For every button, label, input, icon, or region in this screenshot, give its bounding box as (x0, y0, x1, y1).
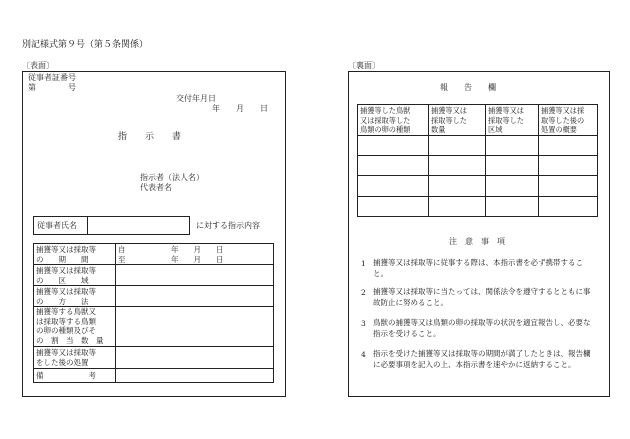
row-divider (33, 346, 274, 347)
note-number: 4 (361, 350, 366, 359)
representative-label: 代表者名 (140, 183, 172, 192)
note-text: 捕獲等又は採取等に従事する際は、本指示書を必ず携帯すること。 (373, 258, 583, 278)
row-divider (33, 285, 274, 286)
worker-name-label: 従事者氏名 (37, 221, 77, 230)
note-number: 1 (361, 259, 366, 268)
col-divider (538, 104, 539, 217)
post-capture-label: 捕獲等又は採取等 をした後の処置 (36, 348, 96, 367)
row-divider (357, 135, 598, 136)
report-col-species: 捕獲等した鳥獣 又は採取等した 鳥類の卵の種類 (360, 106, 411, 134)
back-side-label: 〔裏面〕 (348, 61, 380, 70)
period-from-date: 年 月 日 (171, 245, 224, 254)
period-label: 捕獲等又は採取等 の 期 間 (36, 245, 96, 264)
document-title: 指 示 書 (118, 132, 182, 142)
number-field-label: 第 号 (28, 83, 76, 92)
report-col-quantity: 捕獲等又は 採取等した 数量 (431, 106, 467, 134)
issue-date-label: 交付年月日 (176, 94, 216, 103)
note-text: 捕獲等又は採取等に当たっては、関係法令を遵守するとともに事故防止に努めること。 (373, 287, 591, 307)
period-to-prefix: 至 (118, 255, 126, 264)
row-divider (33, 368, 274, 369)
remarks-label: 備 考 (36, 371, 96, 380)
row-divider (357, 155, 598, 156)
note-text: 鳥獣の捕獲等又は鳥類の卵の採取等の状況を適宜報告し、必要な指示を受けること。 (373, 318, 591, 338)
report-col-treatment: 捕獲等又は採 取等した後の 処置の概要 (541, 106, 585, 134)
divider (87, 216, 88, 235)
species-quota-label: 捕獲等する鳥獣又 は採取等する鳥類 の卵の種類及びそ の 割 当 数 量 (36, 307, 104, 345)
notes-title: 注 意 事 項 (449, 237, 505, 246)
col-divider (428, 104, 429, 217)
area-label: 捕獲等又は採取等 の 区 域 (36, 266, 96, 285)
report-col-area: 捕獲等又は 採取等した 区域 (488, 106, 524, 134)
note-number: 2 (361, 288, 366, 297)
issuer-label: 指示者（法人名） (140, 173, 204, 182)
period-from-prefix: 自 (118, 245, 126, 254)
form-title: 別記様式第９号（第５条関係） (22, 40, 149, 50)
row-divider (357, 175, 598, 176)
front-side-label: 〔表面〕 (22, 61, 54, 70)
instruction-label: に対する指示内容 (196, 221, 260, 230)
row-divider (33, 264, 274, 265)
note-number: 3 (361, 319, 366, 328)
report-title: 報 告 欄 (440, 83, 496, 92)
method-label: 捕獲等又は採取等 の 方 法 (36, 287, 96, 306)
col-divider (485, 104, 486, 217)
row-divider (357, 196, 598, 197)
note-text: 指示を受けた捕獲等又は採取等の期間が満了したときは、報告欄に必要事項を記入の上、本指示書を速やかに返納すること。 (373, 349, 591, 369)
issue-date-ymd: 年 月 日 (212, 104, 268, 113)
cert-number-label: 従事者証番号 (28, 73, 76, 82)
period-to-date: 年 月 日 (171, 255, 224, 264)
